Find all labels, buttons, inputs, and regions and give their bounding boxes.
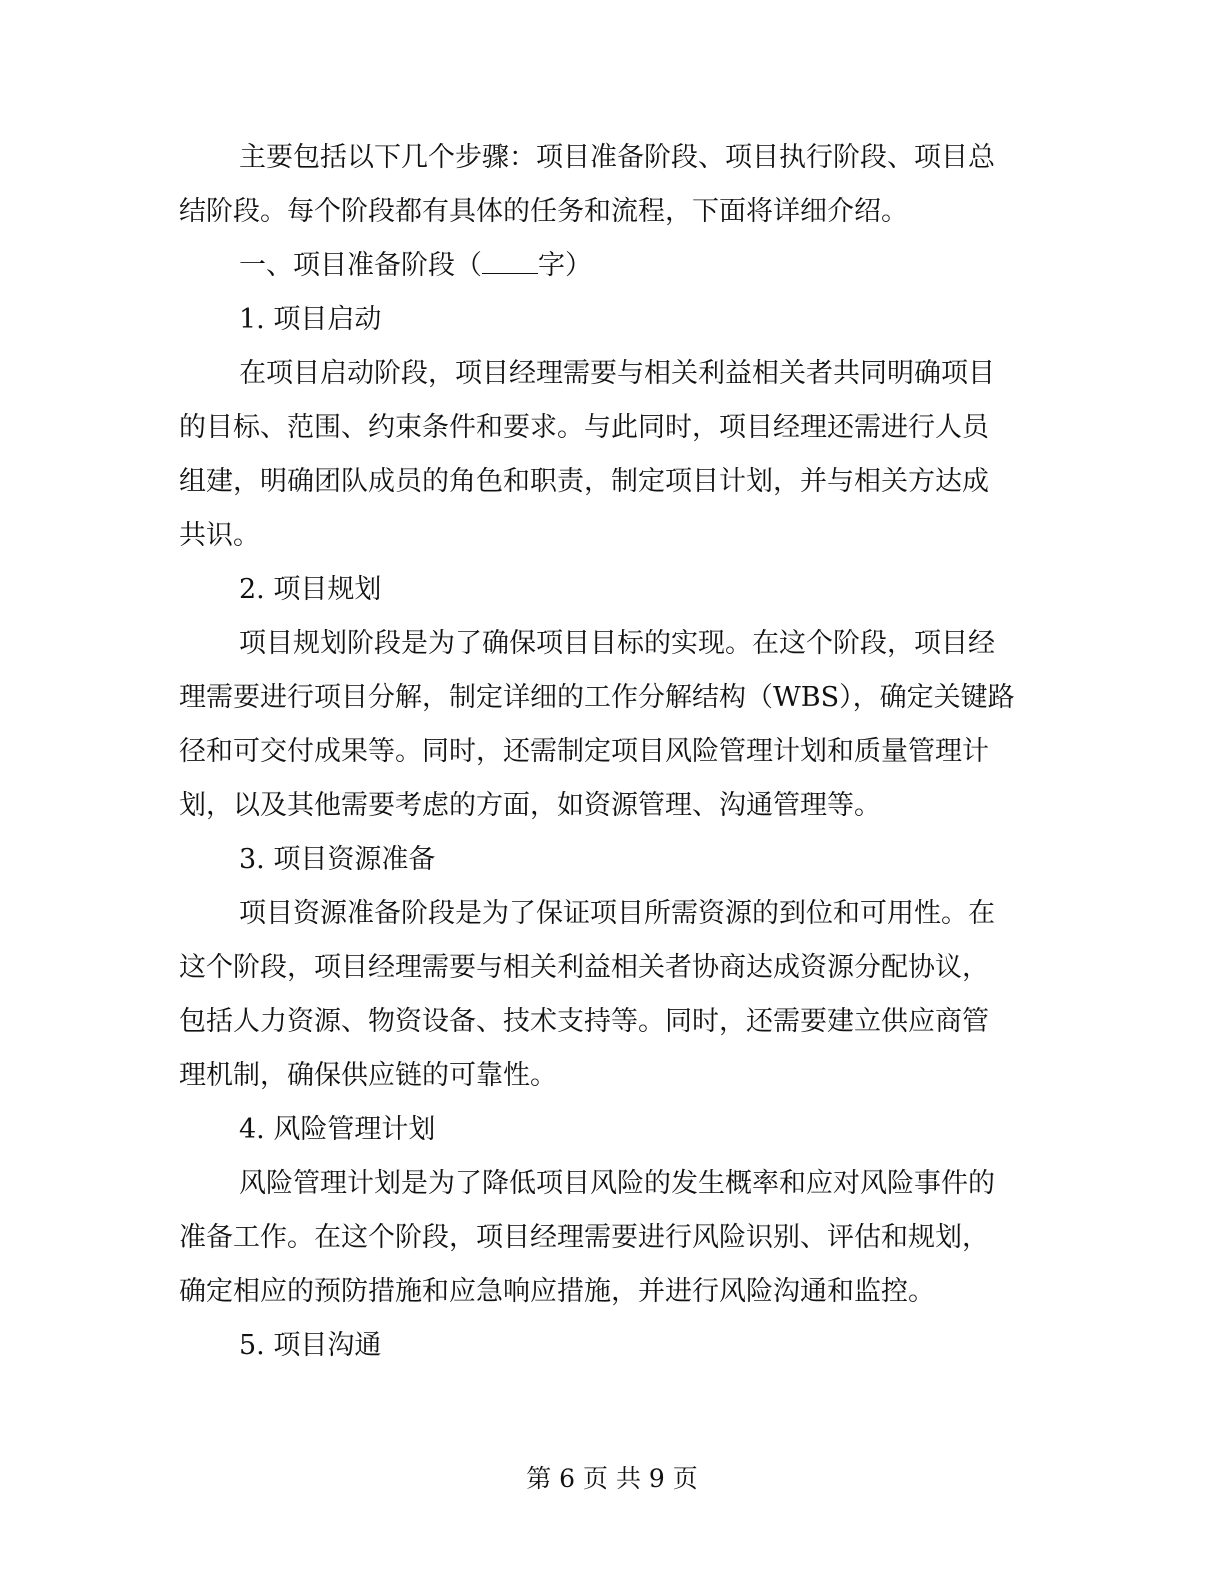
paragraph-line: 风险管理计划是为了降低项目风险的发生概率和应对风险事件的 — [239, 1168, 995, 1199]
paragraph-line: 项目规划阶段是为了确保项目目标的实现。在这个阶段，项目经 — [239, 628, 995, 659]
paragraph-line: 准备工作。在这个阶段，项目经理需要进行风险识别、评估和规划， — [179, 1222, 989, 1253]
document-body — [179, 131, 1029, 1373]
paragraph-line: 项目资源准备阶段是为了保证项目所需资源的到位和可用性。在 — [239, 898, 995, 929]
section-heading-suffix: 字） — [538, 250, 592, 281]
item-title: 1. 项目启动 — [239, 304, 382, 335]
item-title: 4. 风险管理计划 — [239, 1114, 436, 1145]
paragraph-line: 确定相应的预防措施和应急响应措施，并进行风险沟通和监控。 — [179, 1276, 935, 1307]
item-title: 2. 项目规划 — [239, 574, 382, 605]
fill-in-blank — [482, 251, 538, 274]
paragraph-line: 划，以及其他需要考虑的方面，如资源管理、沟通管理等。 — [179, 790, 881, 821]
item-title: 3. 项目资源准备 — [239, 844, 436, 875]
page-footer: 第 6 页 共 9 页 — [526, 1464, 698, 1493]
paragraph-line: 这个阶段，项目经理需要与相关利益相关者协商达成资源分配协议， — [179, 952, 989, 983]
intro-line: 主要包括以下几个步骤：项目准备阶段、项目执行阶段、项目总 — [239, 142, 995, 173]
paragraph-line: 径和可交付成果等。同时，还需制定项目风险管理计划和质量管理计 — [179, 736, 989, 767]
paragraph-line: 组建，明确团队成员的角色和职责，制定项目计划，并与相关方达成 — [179, 466, 989, 497]
paragraph-line: 理机制，确保供应链的可靠性。 — [179, 1060, 557, 1091]
paragraph-line: 的目标、范围、约束条件和要求。与此同时，项目经理还需进行人员 — [179, 412, 989, 443]
section-heading — [179, 239, 1029, 293]
intro-line: 结阶段。每个阶段都有具体的任务和流程，下面将详细介绍。 — [179, 196, 908, 227]
paragraph-line: 包括人力资源、物资设备、技术支持等。同时，还需要建立供应商管 — [179, 1006, 989, 1037]
paragraph-line: 在项目启动阶段，项目经理需要与相关利益相关者共同明确项目 — [239, 358, 995, 389]
paragraph-line: 理需要进行项目分解，制定详细的工作分解结构（WBS），确定关键路 — [179, 682, 1015, 713]
paragraph-line: 共识。 — [179, 520, 260, 551]
item-title: 5. 项目沟通 — [239, 1330, 382, 1361]
section-heading-prefix: 一、项目准备阶段（ — [239, 250, 482, 281]
